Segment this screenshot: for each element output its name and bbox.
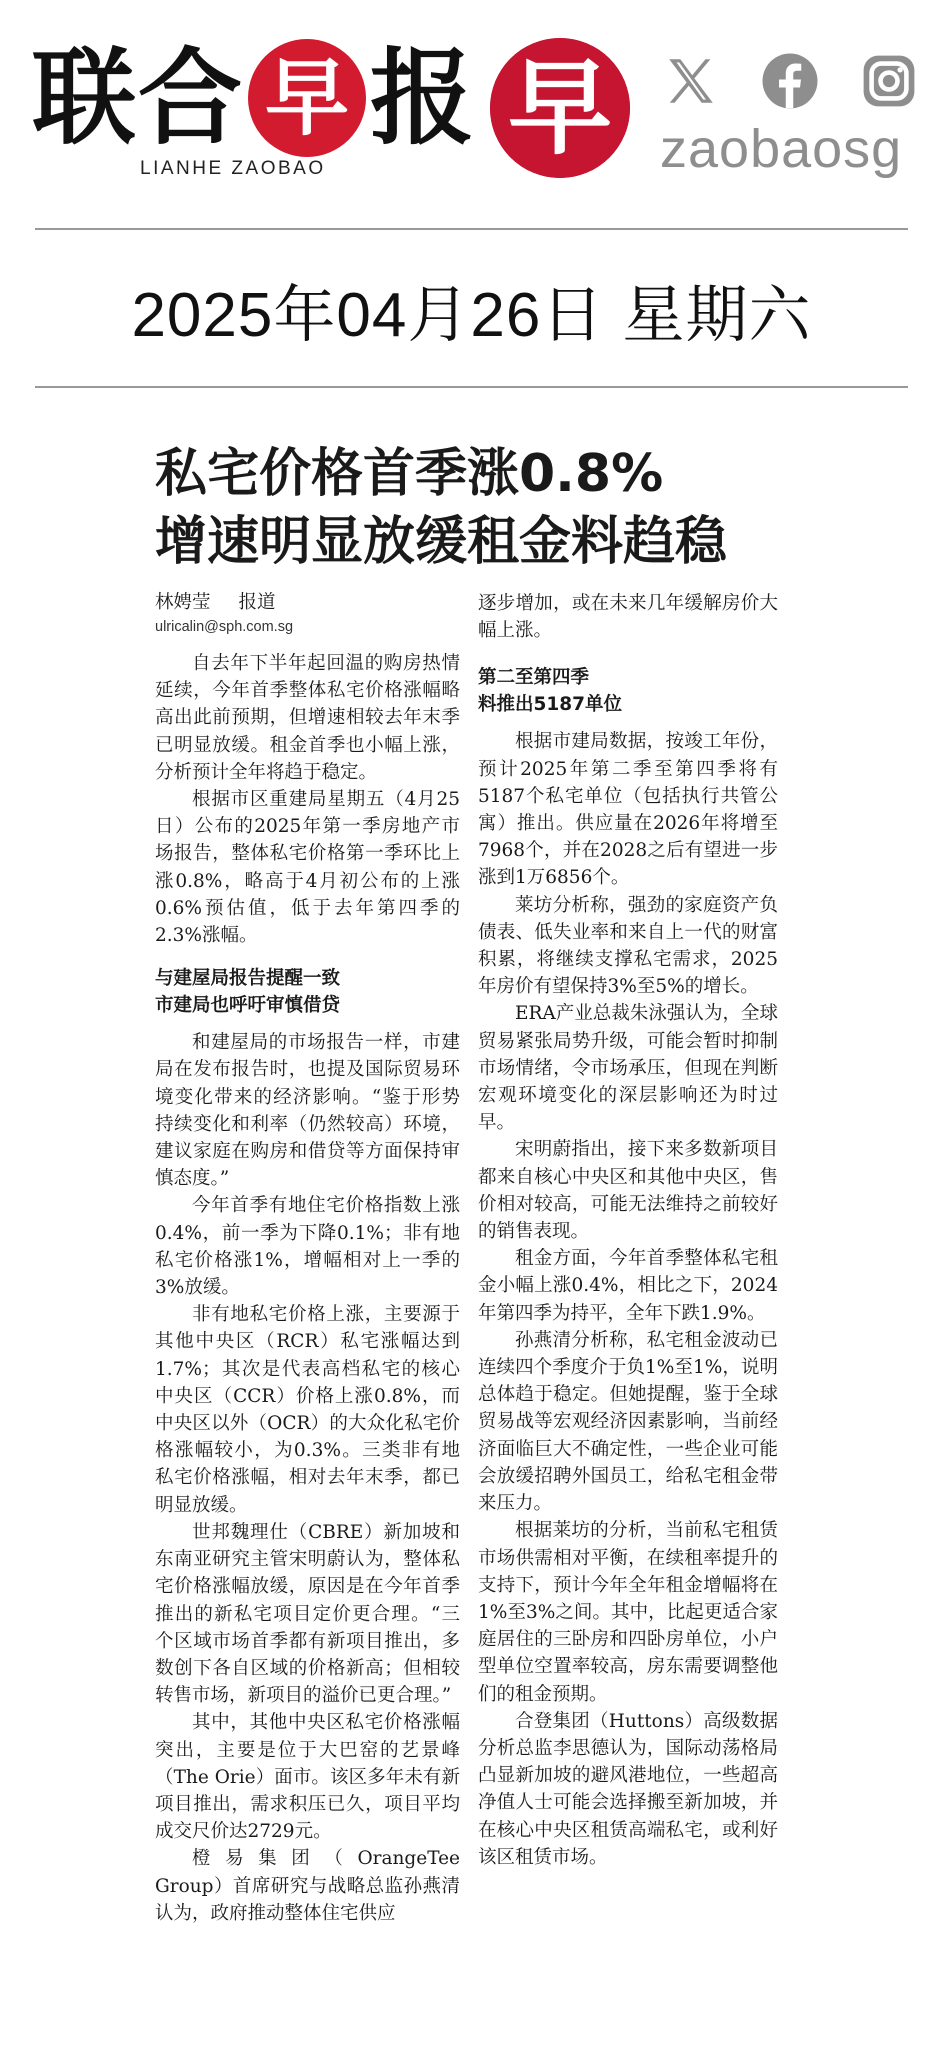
article-paragraph: ERA产业总裁朱泳强认为，全球贸易紧张局势升级，可能会暂时抑制市场情绪，令市场承压，但现在判断宏观环境变化的深层影响还为时过早。 xyxy=(478,1003,778,1134)
section-subheading: 第二至第四季 料推出5187单位 xyxy=(478,667,622,716)
article-paragraph: 和建屋局的市场报告一样，市建局在发布报告时，也提及国际贸易环境变化带来的经济影响。“鉴于形势持续变化和利率（仍然较高）环境，建议家庭在购房和借贷等方面保持审慎态度。” xyxy=(155,1032,460,1190)
left-column-body xyxy=(155,650,460,1927)
article-paragraph: 合登集团（Huttons）高级数据分析总监李思德认为，国际动荡格局凸显新加坡的避风港地位，一些超高净值人士可能会选择搬至新加坡，并在核心中央区租赁高端私宅，或利好该区租赁市场。 xyxy=(478,1710,778,1868)
article-paragraph: 莱坊分析称，强劲的家庭资产负债表、低失业率和来自上一代的财富积累，将继续支撑私宅需求，2025年房价有望保持3%至5%的增长。 xyxy=(478,894,778,998)
social-handle[interactable]: zaobaosg xyxy=(660,119,903,179)
brand-char-badge xyxy=(248,39,366,157)
article-paragraph: 其中，其他中央区私宅价格涨幅突出，主要是位于大巴窑的艺景峰（The Orie）面市。该区多年未有新项目推出，需求积压已久，项目平均成交尺价达2729元。 xyxy=(155,1712,460,1843)
headline-line: 增速明显放缓租金料趋稳 xyxy=(155,512,728,572)
x-icon[interactable] xyxy=(660,50,722,112)
brand-char: 早 xyxy=(265,48,350,147)
brand-char: 合 xyxy=(138,36,245,159)
headline-line: 私宅价格首季涨0.8% xyxy=(155,444,664,504)
article-headline xyxy=(155,440,915,576)
author-email[interactable]: ulricalin@sph.com.sg xyxy=(155,619,294,635)
article-paragraph: 宋明蔚指出，接下来多数新项目都来自核心中央区和其他中央区，售价相对较高，可能无法维持之前较好的销售表现。 xyxy=(478,1139,778,1243)
instagram-icon[interactable] xyxy=(858,50,920,112)
article-paragraph: 逐步增加，或在未来几年缓解房价大幅上涨。 xyxy=(478,593,778,642)
publication-date: 2025年04月26日 星期六 xyxy=(131,281,812,350)
brand-char: 联 xyxy=(32,36,139,159)
byline-role: 报道 xyxy=(238,592,276,613)
article-paragraph: 根据市建局数据，按竣工年份，预计2025年第二季至第四季将有5187个私宅单位（包括执行共管公寓）推出。供应量在2026年将增至7968个，并在2028之后有望进一步涨到1万6856个。 xyxy=(478,731,778,889)
article-paragraph: 今年首季有地住宅价格指数上涨0.4%，前一季为下降0.1%；非有地私宅价格涨1%，增幅相对上一季的3%放缓。 xyxy=(155,1195,460,1299)
article-paragraph: 橙易集团（OrangeTee Group）首席研究与战略总监孙燕清认为，政府推动整体住宅供应 xyxy=(155,1848,460,1924)
article-column-left xyxy=(155,590,460,1927)
social-links xyxy=(660,48,920,114)
zaobao-badge-logo[interactable] xyxy=(490,38,630,178)
article-paragraph: 根据市区重建局星期五（4月25日）公布的2025年第一季房地产市场报告，整体私宅价格第一季环比上涨0.8%，略高于4月初公布的上涨0.6%预估值，低于去年第四季的2.3%涨幅。 xyxy=(155,789,460,947)
badge-char: 早 xyxy=(507,46,612,169)
facebook-icon[interactable] xyxy=(759,50,821,112)
article-paragraph: 非有地私宅价格上涨，主要源于其他中央区（RCR）私宅涨幅达到1.7%；其次是代表高档私宅的核心中央区（CCR）价格上涨0.8%，而中央区以外（OCR）的大众化私宅价格涨幅较小，为0.3%。三类非有地私宅价格涨幅，相对去年末季，都已明显放缓。 xyxy=(155,1304,460,1516)
byline xyxy=(155,590,460,616)
article-paragraph: 租金方面，今年首季整体私宅租金小幅上涨0.4%，相比之下，2024年第四季为持平，全年下跌1.9%。 xyxy=(478,1248,778,1324)
brand-logo-english: LIANHE ZAOBAO xyxy=(140,158,326,179)
article-column-right xyxy=(478,590,778,1871)
author-name: 林娉莹 xyxy=(155,592,211,613)
top-divider xyxy=(35,228,908,230)
section-subheading: 与建屋局报告提醒一致 市建局也呼吁审慎借贷 xyxy=(155,968,341,1017)
article-paragraph: 世邦魏理仕（CBRE）新加坡和东南亚研究主管宋明蔚认为，整体私宅价格涨幅放缓，原因是在今年首季推出的新私宅项目定价更合理。“三个区域市场首季都有新项目推出，多数创下各自区域的价格新高；但相较转售市场，新项目的溢价已更合理。” xyxy=(155,1521,460,1707)
right-column-body xyxy=(478,590,778,1871)
article-paragraph: 孙燕清分析称，私宅租金波动已连续四个季度介于负1%至1%，说明总体趋于稳定。但她提醒，鉴于全球贸易战等宏观经济因素影响，当前经济面临巨大不确定性，一些企业可能会放缓招聘外国员工，给私宅租金带来压力。 xyxy=(478,1329,778,1515)
masthead xyxy=(0,0,943,225)
brand-logo-chinese[interactable] xyxy=(32,38,476,158)
article-paragraph: 自去年下半年起回温的购房热情延续，今年首季整体私宅价格涨幅略高出此前预期，但增速相较去年末季已明显放缓。租金首季也小幅上涨，分析预计全年将趋于稳定。 xyxy=(155,653,460,783)
brand-char: 报 xyxy=(370,36,477,159)
date-divider xyxy=(35,386,908,388)
article-paragraph: 根据莱坊的分析，当前私宅租赁市场供需相对平衡，在续租率提升的支持下，预计今年全年租金增幅将在1%至3%之间。其中，比起更适合家庭居住的三卧房和四卧房单位，小户型单位空置率较高，房东需要调整他们的租金预期。 xyxy=(478,1520,778,1705)
